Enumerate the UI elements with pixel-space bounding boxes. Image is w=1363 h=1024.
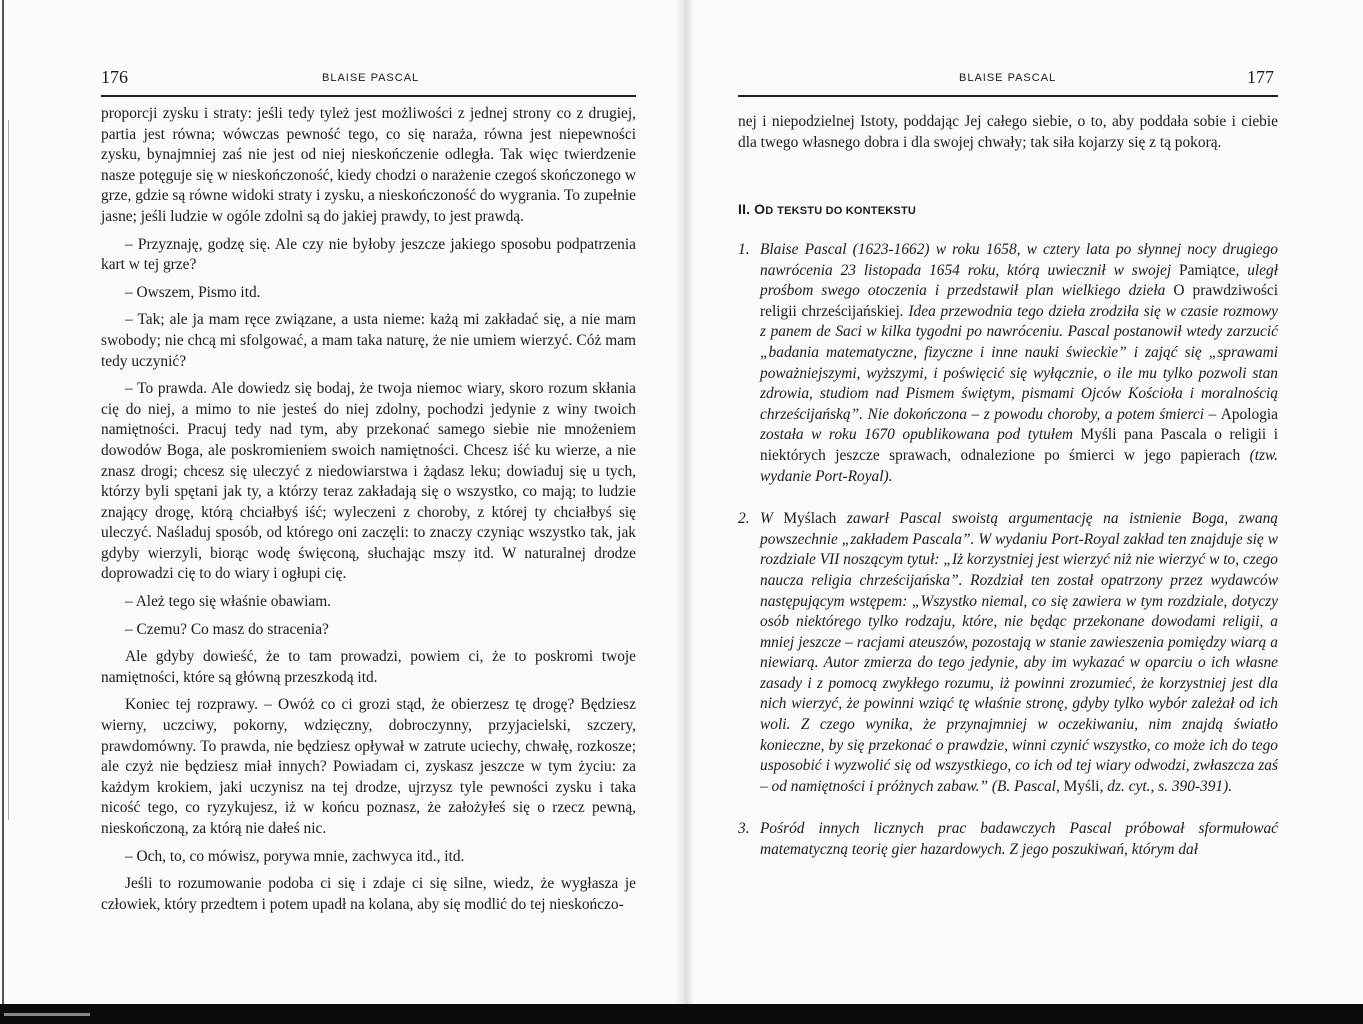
right-header-rule [738,95,1278,97]
scan-bottom-notch [4,1013,90,1016]
note-text-italic: została w roku 1670 opublikowana pod tytułem [760,426,1081,444]
section-heading-initial: O [754,201,766,217]
paragraph: nej i niepodzielnej Istoty, poddając Jej całego siebie, o to, aby poddała sobie i ciebie dla twego własnego dobra i dla swojej chwały; tak siła kojarzy się z tą pokorą. [738,113,1278,151]
left-header-rule [101,95,636,97]
note-number: 3. [738,820,750,838]
paragraph: Ale gdyby dowieść, że to tam prowadzi, powiem ci, że to poskromi twoje namiętności, które są główną przeszkodą itd. [101,648,636,686]
note-number: 2. [738,510,750,528]
paragraph: – Tak; ale ja mam ręce związane, a usta nieme: każą mi zakładać się, a nie mam swobody; nie chcą mi sfolgować, a mam taka naturę, że nie umiem wierzyć. Cóż mam tedy uczynić? [101,311,636,370]
note-text-title: Myśli pana Pascala o religii i niektórych jeszcze sprawach, odnalezione po śmierci w jego papierach [760,426,1278,464]
paragraph: Koniec tej rozprawy. – Owóż co ci grozi stąd, że obierzesz tę drogę? Będziesz wierny, uczciwy, pokorny, wdzięczny, dobroczynny, przyjacielski, szczery, prawdomówny. To prawda, nie będziesz opływał w zatrute uciechy, chwałę, rozkosze; ale czyż nie będziesz miał innych? Powiadam ci, zyskasz jeszcze w tym życiu: za każdym krokiem, jaki uczynisz na tej drodze, ujrzysz tyle pewności zysku i taka nicość tego, co ryzykujesz, iż w końcu poznasz, że założyłeś się o rzecz pewną, nieskończoną, za którą nie dałeś nic. [101,696,636,837]
paragraph: Jeśli to rozumowanie podoba ci się i zdaje ci się silne, wiedz, że wygłasza je człowiek, który przedtem i potem upadł na kolana, aby się modlić do tej nieskończo- [101,875,636,913]
paragraph: – To prawda. Ale dowiedz się bodaj, że twoja niemoc wiary, skoro rozum skłania cię do niej, a mimo to nie jesteś do niej zdolny, pochodzi jedynie z winy twoich namiętności. Pracuj tedy nad tym, aby przekonać samego siebie nie mnożeniem dowodów Boga, ale poskromieniem swoich namiętności. Chcesz iść ku wierze, a nie znasz drogi; chcesz się uleczyć z niedowiarstwa i żądasz leku; dowiaduj się u tych, którzy byli spętani jak ty, a którzy teraz zakładają się o wszystko, co mają; to ludzie znający drogę, którą chciałbyś iść; wyleczeni z choroby, z której ty chciałbyś się uleczyć. Naśladuj sposób, od którego oni zaczęli: to znaczy czyniąc wszystko tak, jak gdyby wierzyli, biorąc wodę święconą, słuchając mszy itd. W naturalnej drodze doprowadzi cię to do wiary i ogłupi cię. [101,380,636,583]
note-text-italic: , dz. cyt., s. 390-391). [1099,777,1233,795]
paragraph: – Ależ tego się właśnie obawiam. [125,593,332,611]
paragraph: – Czemu? Co masz do stracenia? [125,620,329,638]
notes-list [738,240,1278,861]
right-page-opening [738,112,1278,153]
right-running-head: BLAISE PASCAL [959,72,1057,84]
paragraph: – Och, to, co mówisz, porywa mnie, zachwyca itd., itd. [125,847,465,865]
book-gutter [676,0,694,1004]
scan-bottom-border [0,1004,1363,1024]
right-page-number: 177 [1247,67,1274,87]
note-text-title: Myśli [1063,777,1100,795]
section-heading-initial-rest: D [765,205,774,217]
note-text-italic: (tzw. wydanie Port-Royal). [760,446,1278,485]
note-number: 1. [738,241,750,258]
section-numeral: II. [738,201,751,217]
section-heading-rest: TEKSTU DO KONTEKSTU [777,205,917,217]
left-page-body [101,104,636,915]
paragraph: – Przyznaję, godzę się. Ale czy nie byłoby jeszcze jakiego sposobu podpatrzenia kart w tej grze? [101,235,636,274]
page-edge-line [2,0,4,1004]
left-running-head: BLAISE PASCAL [322,72,420,84]
note-text-title: Myślach [783,510,837,528]
note-text-title: Pamiątce [1179,261,1236,279]
note-text-title: O prawdziwości religii chrześcijańskiej [760,282,1279,320]
note-text-italic: , uległ prośbom swego otoczenia i przedstawił plan wielkiego dzieła [760,261,1278,300]
note-item [738,509,1278,797]
note-text-italic: zawarł Pascal swoistą argumentację na istnienie Boga, zwaną powszechnie „zakładem Pascala”. W wydaniu Port-Royal zakład ten znajduje się w rozdziale VII noszącym tytuł: „Iż korzystniej jest wierzyć niż nie wierzyć w to, czego naucza religia chrześcijańska”. Rozdział ten został opatrzony przez wydawców następującym wstępem: „Wszystko niemal, co się zawiera w tym rozdziale, dotyczy osób niektórego tylko rodzaju, które, nie będąc przekonane dowodami religii, a mniej jeszcze – racjami ateuszów, pozostają w stanie zawieszenia pomiędzy wiarą a niewiarą. Autor zmierza do tego jedynie, aby im wykazać w oparciu o ich własne zasady i z pomocą zwykłego rozumu, iż powinni zrozumieć, że korzystniej jest dla nich wierzyć, że powinni wziąć tę właśnie stronę, gdyby tylko wybór zależał od ich woli. Z czego wynika, że przynajmniej w oczekiwaniu, nim znajdą światło konieczne, by się przekonać o prawdzie, winni czynić wszystko, co może ich do tego usposobić i wyzwolić się od wszystkiego, co ich od tej wiary odwodzi, zwłaszcza zaś – od namiętności i próżnych zabaw.” (B. Pascal, [760,510,1278,795]
page-edge-line-inner [8,120,9,820]
note-text-italic: Pośród innych licznych prac badawczych Pascal próbował sformułować matematyczną teorię gier hazardowych. Z jego poszukiwań, którym dał [760,820,1278,859]
note-item [738,240,1278,487]
note-text-title: Apologia [1220,405,1278,423]
left-page-number: 176 [101,67,128,87]
note-text-italic: Blaise Pascal (1623-1662) w roku 1658, w cztery lata po słynnej nocy drugiego nawrócenia 23 listopada 1654 roku, którą uwiecznił w swojej [760,241,1278,279]
note-item [738,819,1278,860]
paragraph: – Owszem, Pismo itd. [125,283,261,301]
paragraph: proporcji zysku i straty: jeśli tedy tyleż jest możliwości z jednej strony co z drugiej, partia jest równa; wówczas pewność tego, co się naraża, równa jest niepewności zysku, bynajmniej zaś nie jest od niej nieskończenie odległa. Tak więc twierdzenie nasze potęguje się w nieskończoność, kiedy chodzi o narażenie czegoś skończonego w grze, gdzie są równe widoki straty i zysku, a nieskończoność do wygrania. To zupełnie jasne; jeśli ludzie w ogóle zdolni są do jakiej prawdy, to jest prawdą. [101,105,636,225]
note-text-italic: . Idea przewodnia tego dzieła zrodziła się w czasie rozmowy z panem de Saci w kilka tygodni po nawróceniu. Pascal postanowił wtedy zarzucić „badania matematyczne, fizyczne i inne nauki świeckie” i zająć się „sprawami poważniejszymi, wyższymi, i poświęcić się wyłącznie, o ile mu tylko pozwoli stan zdrowia, studiom nad Pismem świętym, pismami Ojców Kościoła i moralnością chrześcijańską”. Nie dokończona – z powodu choroby, a potem śmierci – [760,302,1278,423]
section-heading [738,201,916,217]
note-text-italic: W [760,510,784,528]
